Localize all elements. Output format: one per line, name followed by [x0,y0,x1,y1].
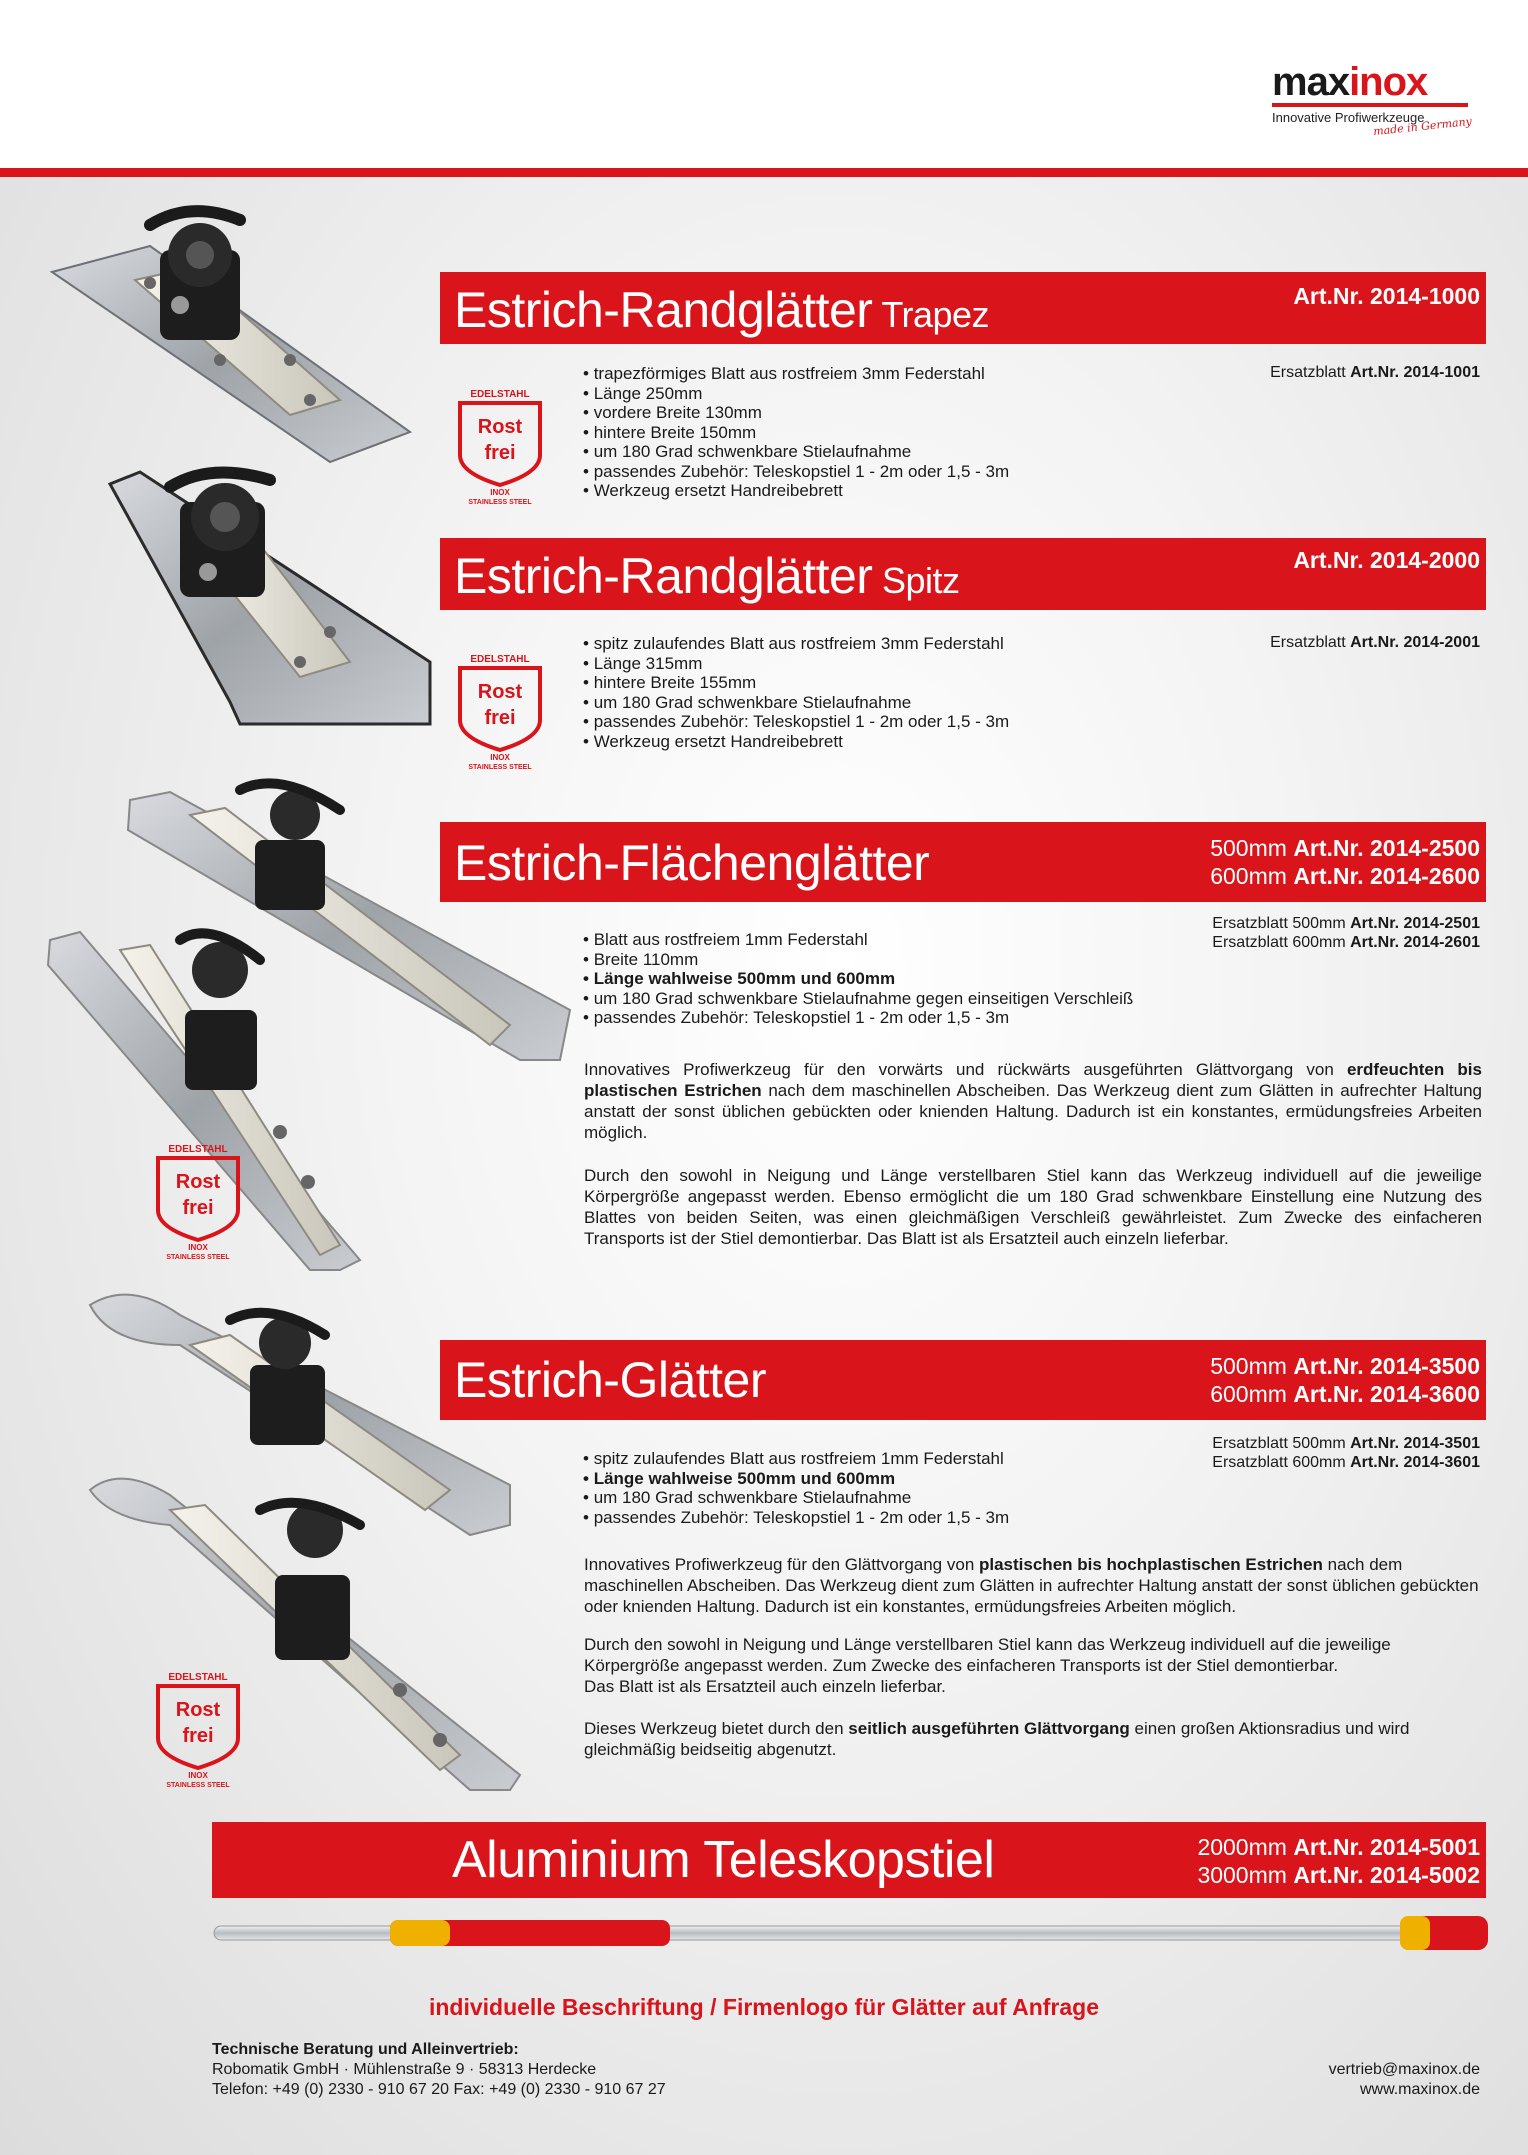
contact-heading: Technische Beratung und Alleinvertrieb: [212,2041,519,2058]
spec-item: • um 180 Grad schwenkbare Stielaufnahme [583,442,1009,462]
product-title: Estrich-Flächenglätter [454,835,930,891]
product-title: Estrich-Glätter [454,1352,767,1408]
rostfrei-badge [150,1668,246,1788]
website-link[interactable]: www.maxinox.de [1359,2081,1480,2098]
email-link[interactable]: vertrieb@maxinox.de [1328,2061,1480,2078]
svg-text:STAINLESS STEEL: STAINLESS STEEL [468,499,532,505]
spec-item: • spitz zulaufendes Blatt aus rostfreiem 1mm Federstahl [583,1449,1009,1469]
telescopic-pole-image [210,1908,1500,1968]
spec-item: • hintere Breite 155mm [583,673,1009,693]
description-paragraph: Durch den sowohl in Neigung und Länge verstellbaren Stiel kann das Werkzeug individuell auf die jeweilige Körpergröße angepasst werden. Zum Zwecke des einfacheren Transports ist der Stiel demontierbar. Das Blatt ist als Ersatzteil auch einzeln lieferbar. [584,1635,1391,1696]
product-band-teleskopstiel [212,1822,1486,1898]
spec-item: • Länge wahlweise 500mm und 600mm [583,969,1133,989]
svg-text:EDELSTAHL: EDELSTAHL [470,389,530,400]
svg-text:frei: frei [182,1725,214,1747]
spec-item: • passendes Zubehör: Teleskopstiel 1 - 2m oder 1,5 - 3m [583,462,1009,482]
svg-text:Rost: Rost [175,1171,221,1193]
svg-text:Rost: Rost [477,681,523,703]
svg-text:INOX: INOX [490,488,510,497]
spec-item: • spitz zulaufendes Blatt aus rostfreiem 3mm Federstahl [583,634,1009,654]
article-numbers: 500mm Art.Nr. 2014-2500 600mm Art.Nr. 2014-2600 [1210,835,1480,889]
product-band-randglaetter-trapez [440,272,1486,344]
spec-item: • um 180 Grad schwenkbare Stielaufnahme gegen einseitigen Verschleiß [583,989,1133,1009]
web-contact [1329,2060,1480,2100]
product-band-randglaetter-spitz [440,538,1486,610]
svg-text:STAINLESS STEEL: STAINLESS STEEL [166,1254,230,1260]
spec-item: • Werkzeug ersetzt Handreibebrett [583,732,1009,752]
spec-item: • trapezförmiges Blatt aus rostfreiem 3mm Federstahl [583,364,1009,384]
svg-text:frei: frei [182,1197,214,1219]
spare-part-numbers: Ersatzblatt 500mm Art.Nr. 2014-2501 Ersatzblatt 600mm Art.Nr. 2014-2601 [1212,915,1480,951]
rostfrei-badge [150,1140,246,1260]
article-numbers: 2000mm Art.Nr. 2014-5001 3000mm Art.Nr. 2014-5002 [1197,1834,1480,1888]
spec-item: • um 180 Grad schwenkbare Stielaufnahme [583,693,1009,713]
svg-text:frei: frei [484,707,516,729]
spec-item: • Länge 250mm [583,384,1009,404]
svg-text:EDELSTAHL: EDELSTAHL [168,1144,228,1155]
svg-text:INOX: INOX [188,1771,208,1780]
header-divider [0,168,1528,177]
phone-fax: Telefon: +49 (0) 2330 - 910 67 20 Fax: +49 (0) 2330 - 910 67 27 [212,2081,666,2098]
spec-item: • passendes Zubehör: Teleskopstiel 1 - 2m oder 1,5 - 3m [583,1508,1009,1528]
product-title: Estrich-Randglätter Spitz [454,548,960,604]
tool-image-randglaetter-spitz [100,462,450,732]
spec-list [583,930,1133,1028]
maxinox-logo[interactable] [1272,62,1472,142]
rostfrei-badge [452,385,548,505]
svg-text:EDELSTAHL: EDELSTAHL [470,654,530,665]
spec-list [583,634,1009,751]
spec-list [583,1449,1009,1527]
spec-item: • hintere Breite 150mm [583,423,1009,443]
article-numbers: Art.Nr. 2014-1000 [1293,283,1480,309]
spec-item: • Blatt aus rostfreiem 1mm Federstahl [583,930,1133,950]
svg-text:STAINLESS STEEL: STAINLESS STEEL [468,764,532,770]
article-numbers: Art.Nr. 2014-2000 [1293,547,1480,573]
spare-part-numbers: Ersatzblatt Art.Nr. 2014-2001 [1270,634,1480,651]
svg-text:STAINLESS STEEL: STAINLESS STEEL [166,1782,230,1788]
description-paragraph: Dieses Werkzeug bietet durch den seitlich ausgeführten Glättvorgang einen großen Aktionsradius und wird gleichmäßig beidseitig abgenutzt. [584,1719,1410,1759]
rostfrei-badge [452,650,548,770]
svg-text:Rost: Rost [175,1699,221,1721]
logo-max: max [1272,60,1350,104]
logo-tagline: Innovative Profiwerkzeuge [1272,110,1425,125]
description-paragraph: Innovatives Profiwerkzeug für den vorwärts und rückwärts ausgeführten Glättvorgang von erdfeuchten bis plastischen Estrichen nach dem maschinellen Abscheiben. Das Werkzeug dient zum Glätten in aufrechter Haltung anstatt der sonst üblichen gebückten oder knienden Haltung. Dadurch ist ein konstantes, ermüdungsfreies Arbeiten möglich. [584,1060,1482,1142]
spare-part-numbers: Ersatzblatt Art.Nr. 2014-1001 [1270,364,1480,381]
tool-image-randglaetter-trapez [40,200,430,470]
contact-block [212,2040,666,2100]
svg-text:INOX: INOX [188,1243,208,1252]
description-paragraph: Innovatives Profiwerkzeug für den Glättvorgang von plastischen bis hochplastischen Estrichen nach dem maschinellen Abscheiben. Das Werkzeug dient zum Glätten in aufrechter Haltung anstatt der sonst üblichen gebückten oder knienden Haltung. Dadurch ist ein konstantes, ermüdungsfreies Arbeiten möglich. [584,1555,1479,1616]
description-paragraph: Durch den sowohl in Neigung und Länge verstellbaren Stiel kann das Werkzeug individuell auf die jeweilige Körpergröße angepasst werden. Ebenso ermöglicht die um 180 Grad schwenkbare Einstellung eine Nutzung des Blattes von beiden Seiten, was einen gleichmäßigen Verschleiß gewährleistet. Zum Zwecke des einfacheren Transports ist der Stiel demontierbar. Das Blatt ist als Ersatzteil auch einzeln lieferbar. [584,1166,1482,1248]
article-numbers: 500mm Art.Nr. 2014-3500 600mm Art.Nr. 2014-3600 [1210,1353,1480,1407]
product-title: Aluminium Teleskopstiel [452,1831,995,1889]
company-address: Robomatik GmbH · Mühlenstraße 9 · 58313 Herdecke [212,2061,597,2078]
made-in-germany: made in Germany [1372,114,1473,139]
logo-inox: inox [1349,60,1428,104]
spec-item: • um 180 Grad schwenkbare Stielaufnahme [583,1488,1009,1508]
spec-item: • Werkzeug ersetzt Handreibebrett [583,481,1009,501]
product-band-glaetter [440,1340,1486,1420]
product-band-flaechenglaetter [440,822,1486,902]
svg-text:Rost: Rost [477,416,523,438]
spec-item: • vordere Breite 130mm [583,403,1009,423]
spec-list [583,364,1009,501]
svg-text:EDELSTAHL: EDELSTAHL [168,1672,228,1683]
spec-item: • Länge 315mm [583,654,1009,674]
spare-part-numbers: Ersatzblatt 500mm Art.Nr. 2014-3501 Ersatzblatt 600mm Art.Nr. 2014-3601 [1212,1435,1480,1471]
svg-text:INOX: INOX [490,753,510,762]
product-title: Estrich-Randglätter Trapez [454,282,990,338]
spec-item: • passendes Zubehör: Teleskopstiel 1 - 2m oder 1,5 - 3m [583,1008,1133,1028]
spec-item: • Länge wahlweise 500mm und 600mm [583,1469,1009,1489]
custom-branding-offer: individuelle Beschriftung / Firmenlogo für Glätter auf Anfrage [428,1994,1100,2020]
spec-item: • Breite 110mm [583,950,1133,970]
svg-text:frei: frei [484,442,516,464]
spec-item: • passendes Zubehör: Teleskopstiel 1 - 2m oder 1,5 - 3m [583,712,1009,732]
